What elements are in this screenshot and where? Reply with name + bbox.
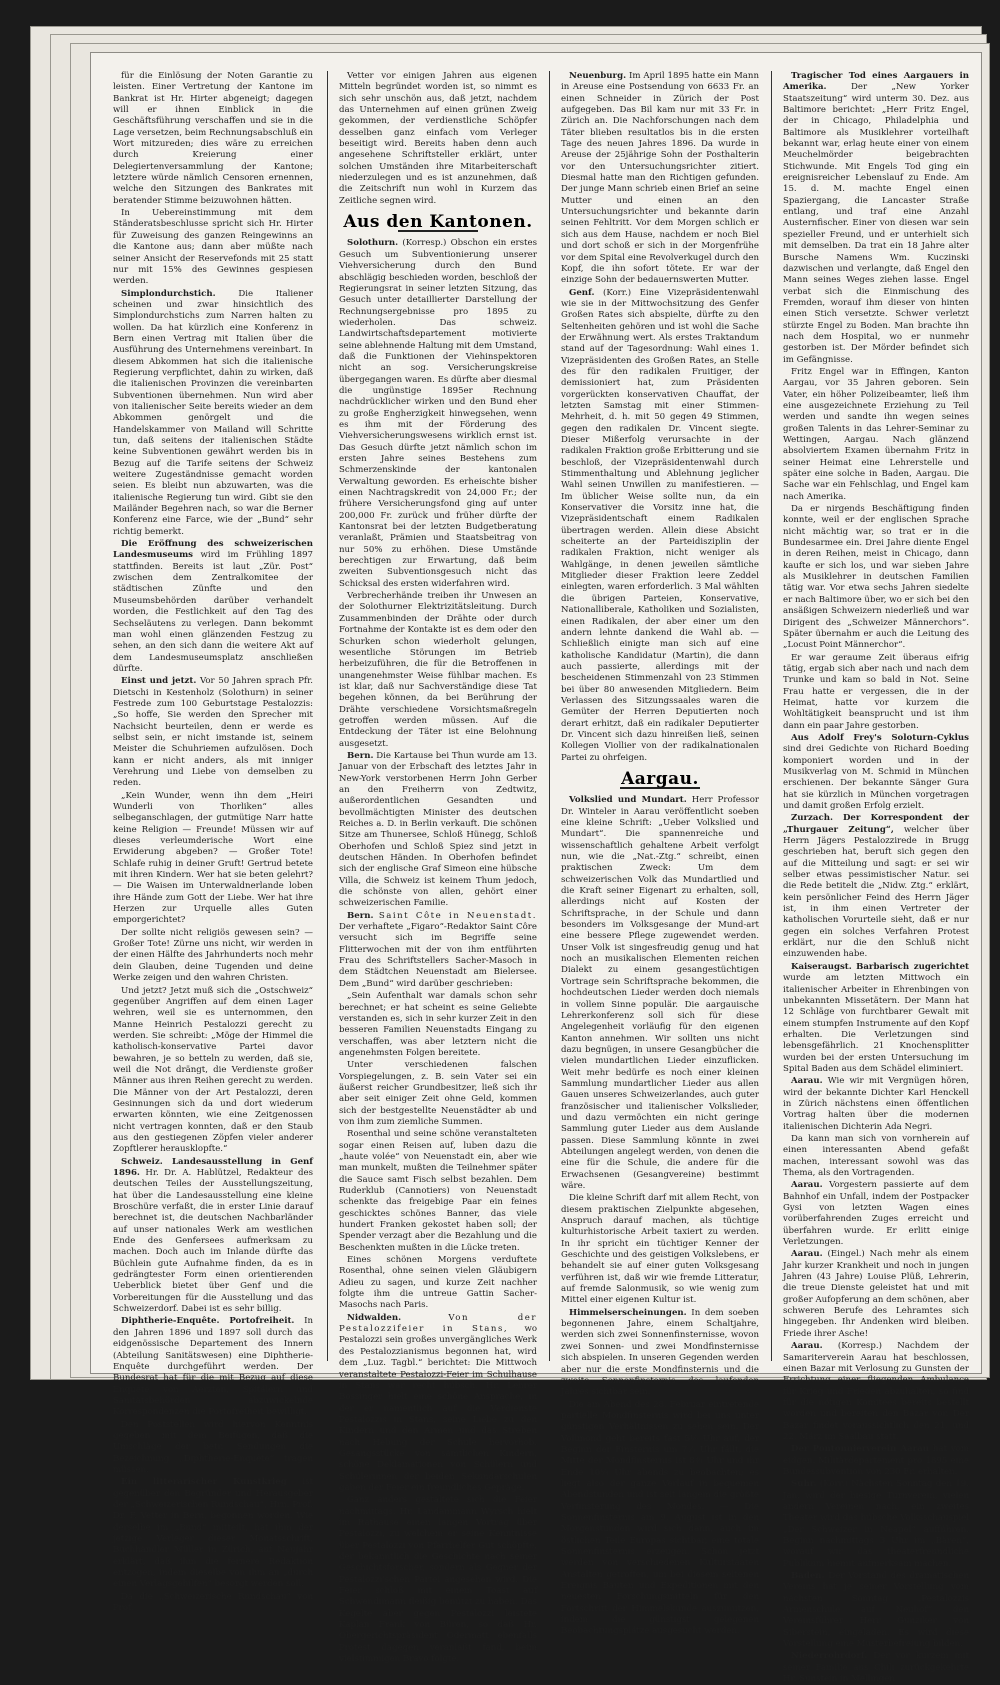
article-text: In den Jahren 1896 und 1897 soll durch das eidgenössische Departement des Innern (Abteilung Sanitätswesen) eine Diphtherie-Enquête durchgeführt werden. Der Bundesrat hat für die mit Bezug auf diese Enquête von Aerzten, Spitälern und Sanitätsbehörden abzuwickelnde Korrespondenzen die Portofreiheit bewilligt. — [113, 1316, 313, 1418]
article-heading: Der Pontonnierverein Aarau — [791, 1444, 929, 1455]
article-text: sind drei Gedichte von Richard Boeding komponiert worden und in der Musikverlag von M. Schmid in München erschienen. Der bekannte Sänger Gura hat sie kürzlich in München vorgetragen und damit großen Erfolg erzielt. — [783, 744, 969, 811]
article-text: „Sein Aufenthalt war damals schon sehr berechnet; er hat scheint es seine Geliebte verstanden es, sich in sehr kurzer Zeit in den besseren Familien Neuenstadts Eingang zu verschaffen, was aber letztern nicht die angenehmsten Folgen bereitete. — [339, 991, 537, 1058]
column-4 — [783, 71, 970, 1685]
column-divider — [771, 71, 772, 1361]
article-text: Vetter vor einigen Jahren aus eigenen Mitteln begründet worden ist, so nimmt es sich sehr unschön aus, daß jetzt, nachdem das Unternehmen auf einen grünen Zweig gekommen, der verdienstliche Schöpfer desselben ganz einfach vom Verleger beseitigt wird. Bereits haben denn auch angesehene Schriftsteller erklärt, unter solchen Umständen ihre Mitarbeiterschaft niederzulegen und es ist anzunehmen, daß die Zeitschrift nun wohl in Kurzem das Zeitliche segnen wird. — [339, 71, 537, 206]
article-paragraph — [339, 751, 537, 910]
article-paragraph — [783, 1444, 969, 1478]
column-divider — [549, 71, 550, 1361]
article-text: Verbrecherhände treiben ihr Unwesen an der Solothurner Elektrizitätsleitung. Durch Zusammenbinden der Drähte oder durch Fortnahme der Kontakte ist es dem oder den Schurken schon wiederholt gelungen, wesentliche Störungen im Betrieb herbeizuführen, die für die Betroffenen in unangenehmster Weise fühlbar machen. Es ist klar, daß nur Sachverständige diese Tat begehen können, da bei Berührung der Drähte verschiedene Vorsichtsmaßregeln getroffen werden müssen. Auf die Entdeckung der Täter ist eine Belohnung ausgesetzt. — [339, 591, 537, 749]
article-text: In Uebereinstimmung mit dem Ständeratsbeschlusse spricht sich Hr. Hirter für Zuweisung des ganzen Reingewinns an die Kantone aus; dann aber müßte nach seiner Ansicht der Reservefonds mit 25 statt nur mit 15% des Gewinnes gespiesen werden. — [113, 208, 313, 287]
article-text: welcher über Herrn Jägers Pestalozzirede in Brugg geschrieben hat, beruft sich gegen den auf die Mitteilung und sagt: er sei wir selber etwas pessimistischer Natur. sei die Rede betitelt die „Nidw. Ztg.“ erklärt, kein persönlicher Feind des Herrn Jäger ist, in ihm einen Vertreter der katholischen Vorurteile sieht, daß er nur gegen ein solches Verfahren Protest erklärt, nur die den Schluß nicht einzuwenden habe. — [783, 824, 969, 960]
article-text: (Eingel.) Nach mehr als einem Jahr kurzer Krankheit und noch in jungen Jahren (43 Jahre) Louise Plüß, Lehrerin, die treue Dienste geleistet hat und mit großer Aufopferung an dem schönen, aber schweren Berufe des Lehramtes sich hingegeben. Ihr Andenken wird bleiben. Friede ihrer Asche! — [783, 1249, 970, 1339]
article-heading: Solothurn. — [347, 238, 399, 249]
newspaper-page — [90, 52, 982, 1685]
article-heading: Aus Adolf Frey's Soloturn-Cyklus — [791, 732, 969, 743]
article-heading: Die Eröffnung des schweizerischen Landesmuseums — [113, 539, 313, 561]
article-heading: Aarau. — [791, 1341, 823, 1352]
article-text: (Korresp.) Nachdem der Samariterverein Aarau hat beschlossen, einen Bazar mit Verlosung zu Gunsten der Errichtung einer fliegenden Ambulance für Krieg und Frieden abzuhalten, so find für die nötigen Komitees bereits bestellt worden und bereiten den Bazar vor. Der Bazar findet voraussichtlich den 21. und 22. März im Saalbau statt. — [783, 1341, 969, 1442]
article-heading: Tragischer Tod eines Aargauers in Amerika. — [783, 71, 969, 93]
article-text: Vor 50 Jahren sprach Pfr. Dietschi in Kestenholz (Solothurn) in seiner Festrede zum 100 Geburtstage Pestalozzis: „So hoffe, Sie werden den Sprecher mit Nachsicht beurteilen, denn er werde es selbst sein, er nicht imstande ist, seinem Meister die Schuhriemen aufzulösen. Doch kann er nicht anders, als mit inniger Verehrung und Liebe von demselben zu reden. — [113, 676, 314, 789]
article-heading: Bern. — [347, 910, 374, 921]
article-text: Die Kartause bei Thun wurde am 13. Januar von der Erbschaft des letztes Jahr in New-York verstorbenen Herrn John Gerber an den Freiherrn von Zedtwitz, außerordentlichen Gesandten und bevollmächtigten Minister des deutschen Reiches a. D. in Berlin verkauft. Die schönen Sitze am Thunersee, Schloß Hünegg, Schloß Oberhofen und Schloß Spiez sind jetzt in deutschen Händen. In Oberhofen befindet sich der englische Graf Simeon eine hübsche Villa, die Schweiz ist keinem Thum jedoch, die schönste von allen, gehört einer schweizerischen Familie. — [339, 750, 537, 909]
article-text: Die am Abend des 28. Februar eintretende partielle Mondfinsternis wird bei uns unter günstigen Verhältnissen zu sehen sein. Der Vollmond geht bereits fast 5½ Uhr auf, der Beginn der Finsternis um 7¼ Uhr fällt, die Mitte der Mondfinsternis ist 8¾ Uhr und ihr Ende 10¼ Uhr abends zu beobachten; es liegt also der ganze Verlauf in bequemen Abendstunden und ist seit langem die größte Verfinsterung des Mondes. — Die Sonnenfinsternis am 9. August ist in den Morgenstunden wird sich dann, auch im östlichen Teile Europas sichtbar, eine totale Sonnenfinsternis erzeugen. Schon jetzt werden von verschiedenen Kulturstaaten Anstalten getroffen, um bei diesem seltenen Ereignis Bauten und Expeditionen mit den neuesten Forschungsmitteln für den Fortschritt der Himmelskunde auszunutzen, indem die günstigst gelegenen Beobachtungsplätze ausgesucht werden. — [561, 1399, 759, 1637]
article-text: Und jetzt? Jetzt muß sich die „Ostschweiz“ gegenüber Angriffen auf dem einen Lager wehren, weil sie es unternommen, den Manne Heinrich Pestalozzi gerecht zu werden. Sie schreibt: „Möge der Himmel die katholisch-konservative Partei davor bewahren, je so betteln zu werden, daß sie, weil die Not drängt, die Verdienste großer Männer aus ihren Reihen gerecht zu werden. Die Männer von der Art Pestalozzi, deren Gesinnungen sich da und dort wiederum erwarten könnten, wie eine Zeitgenossen nicht vertragen konnten, daß er den Staub aus den gestiegenen Zöpfen vieler anderer Zopftlerer herausklopfte.“ — [113, 985, 313, 1155]
article-heading: Baden. — [791, 1571, 825, 1582]
article-byline: (Korresp.) — [402, 238, 447, 249]
article-heading: Suhr. — [791, 1479, 817, 1490]
article-heading: Volkslied und Mundart. — [569, 795, 687, 806]
article-paragraph — [113, 1477, 313, 1590]
article-heading: Einst und jetzt. — [121, 676, 197, 687]
article-heading: Niederrohrdorf. — [791, 1651, 868, 1662]
article-text: Er war geraume Zeit überaus eifrig tätig, ergab sich aber nach und nach dem Trunke und kam so bald in Not. Seine Frau hatte er vergessen, die in der Heimat, hatte vor kurzem die Wohltätigkeit beansprucht und ist ihm dann ein paar Jahre gestorben. — [783, 652, 969, 731]
section-title: Aus den Kantonen. — [343, 212, 533, 233]
article-paragraph — [783, 962, 969, 1075]
article-paragraph — [783, 71, 969, 366]
article-paragraph — [561, 1308, 759, 1399]
article-text: (Korr.) Eine Vizepräsidentenwahl wie sie in der Mittwochsitzung des Genfer Großen Rates sich abspielte, dürfte zu den Seltenheiten gehören und ist wohl die Sache der Erwähnung wert. Als erstes Traktandum stand auf der Tagesordnung: Wahl eines 1. Vizepräsidenten des Großen Rates, an Stelle des für den radikalen Fruitiger, der demissioniert hat, zum Präsidenten vorgerückten konservativen Chauffat, der letzten Samstag mit einer Stimmen-Mehrheit, d. h. mit 50 gegen 49 Stimmen, gegen den radikalen Dr. Vincent siegte. Dieser Mißerfolg verursachte in der radikalen Fraktion große Erbitterung und sie beschloß, der Vizepräsidentenwahl durch Stimmenthaltung und Ablehnung jeglicher Wahl seinen Unwillen zu manifestieren. — Im üblicher Weise sollte nun, da ein Konservativer die Vorsitz inne hat, die Vizepräsidentschaft einem Radikalen übertragen werden. Allein diese Absicht scheiterte an der Parteidisziplin der radikalen Fraktion, nicht weniger als Wahlgänge, in denen jeweilen sämtliche Mitglieder dieser Fraktion leere Zeddel einlegten, waren erforderlich. 3 Mal wählten die übrigen Parteien, Konservative, Nationalliberale, Katholiken und Sozialisten, einen Radikalen, der aber einer um den andern lehnte dankend die Wahl ab. — Schließlich einigte man sich auf eine katholische Kandidatur (Martin), die dann auch passierte, allerdings mit der bescheidenen Stimmenzahl von 23 Stimmen bei über 80 anwesenden Mitgliedern. Beim Verlassen des Sitzungssaales waren die Gemüter der Herren Deputierten noch derart erhitzt, daß ein radikaler Deputierter Dr. Vincent sich dazu hinreißen ließ, seinen Kollegen Viollier von der radikalnationalen Partei zu ohrfeigen. — [561, 287, 759, 763]
article-paragraph — [783, 1341, 969, 1443]
article-paragraph — [339, 1313, 537, 1495]
article-heading: Kaiseraugst. — [791, 961, 852, 972]
article-text: für die Einlösung der Noten Garantie zu leisten. Einer Vertretung der Kantone im Bankrat ist Hr. Hirter abgeneigt; dagegen will er ihnen Einblick in die Geschäftsführung verschaffen und sie in die Lage versetzen, beim Rechnungsabschluß ein Wort mitzureden; dies wäre zu erreichen durch Kreierung einer Delegiertenversammlung der Kantone; letztere würde nämlich Censoren ernennen, welche den Sitzungen des Bankrates mit beratender Stimme beizuwohnen hätten. — [113, 71, 313, 206]
article-paragraph — [783, 1651, 969, 1685]
column-1 — [113, 71, 314, 1614]
article-text: Obschon ein erstes Gesuch um Subventionierung unserer Viehversicherung durch den Bund abschlägig beschieden worden, beschloß der Regierungsrat in seiner letzten Sitzung, das Gesuch unter detaillierter Darstellung der Rechnungsergebnisse pro 1895 zu wiederholen. Das schweiz. Landwirtschaftsdepartement motivierte seine ablehnende Haltung mit dem Umstand, daß die Funktionen der Viehinspektoren nicht an sog. Versicherungskreise übergegangen waren. Es dürfte aber diesmal die ungünstige 1895er Rechnung nachdrücklicher wirken und den Bund eher zu große Engherzigkeit hinwegsehen, wenn es ihm mit der Förderung des Viehversicherungswesens wirklich ernst ist. Das Gesuch dürfte jetzt nämlich schon im ersten Jahre seines Bestehens zum Schmerzenskinde der kantonalen Verwaltung geworden. Es erheischte bisher einen Nachtragskredit von 24,000 Fr.; der frühere Versicherungsfond ging auf unter 200,000 Fr. zurück und früher dürfte der Kantonsrat bei der letzten Budgetberatung veranlaßt, Prämien und Staatsbeitrag von nur 50% zu erhöhen. Diese Umstände berechtigen zur Erwartung, daß beim zweiten Subventionsgesuch nicht das Schicksal des ersten widerfahren wird. — [339, 238, 537, 589]
article-text: Hr. Dr. A. Hablützel, Redakteur des deutschen Teiles der Ausstellungszeitung, hat über die Landesausstellung eine kleine Broschüre verfaßt, die in erster Linie darauf berechnet ist, die deutschen Nachbarländer auf unser nationales Werk am westlichen Ende des Genfersees aufmerksam zu machen. Doch auch im Inlande dürfte das Büchlein gute Aufnahme finden, da es in gedrängtester Form einen orientierenden Ueberblick bietet über Genf und die Vorbereitungen für die Ausstellung und das Schweizerdorf. Dabei ist es sehr billig. — [113, 1168, 313, 1315]
article-text: In dem soeben begonnenen Jahre, einem Schaltjahre, werden sich zwei Sonnenfinsternisse, wovon zwei Sonnen- und zwei Mondfinsternisse sich abspielen. In unseren Gegenden werden aber nur die erste Mondfinsternis und die zweite Sonnenfinsternis des laufenden Jahres sichtbar sein. — [561, 1307, 760, 1398]
article-text: Wie wir mit Vergnügen hören, wird der bekannte Dichter Karl Henckell in Zürich nächstens einen öffentlichen Vortrag halten über die modernen italienischen Dichterin Ada Negri. — [783, 1076, 970, 1132]
article-paragraph — [783, 733, 969, 812]
article-text: Die Italiener scheinen und zwar hinsichtlich des Simplondurchstichs zum Narren halten zu wollen. Da hat kürzlich eine Konferenz in Bern einen Vertrag mit Italien über die Ausführung des Unternehmens vereinbart. In diesem Abkommen hat sich die italienische Regierung verpflichtet, dahin zu wirken, daß die italienischen Provinzen die vereinbarten Subventionen übernehmen. Nun wird aber von italienischer Seite bereits wieder an dem Abkommen genörgelt und die Handelskammer von Mailand will Schritte tun, daß seitens der italienischen Städte keine Subventionen gewährt werden bis in Bezug auf die Tarife seitens der Schweiz weitere Zugeständnisse gemacht worden seien. Es bleibt nun abzuwarten, was die italienische Regierung tun wird. Gibt sie den Mailänder Begehren nach, so war die Berner Konferenz eine Farce, wie der „Bund“ sehr richtig bemerkt. — [113, 288, 313, 537]
article-text: Rosenthal und seine schöne veranstalteten sogar einen Reisen auf, luben dazu die „haute volée“ von Neuenstadt ein, aber wie man munkelt, mußten die Teilnehmer später die Sauce samt Fisch selbst bezahlen. Dem Ruderklub (Cannotiers) von Neuenstadt schenkte das freigebige Paar ein feines geschicktes schönes Banner, das viele hundert Franken gekostet haben soll; der Spender verzagt aber die Bezahlung und die Beschenkten mußten in die Lücke treten. — [339, 1129, 537, 1253]
article-text: Da er nirgends Beschäftigung finden konnte, weil er der englischen Sprache nicht mächtig war, so trat er in die Bundesarmee ein. Drei Jahre diente Engel in deren Reihen, meist in Chicago, dann kaufte er sich los, und war sieben Jahre als Musiklehrer in deutschen Familien tätig war. Vor etwa sechs Jahren siedelte er nach Baltimore über, wo er sich bei den ansäßigen Schweizern niederließ und war Dirigent des „Schweizer Männerchors“. Später übernahm er auch die Leitung des „Locust Point Männerchor“. — [783, 504, 969, 651]
article-paragraph — [339, 911, 537, 990]
article-text: Fritz Engel war in Effingen, Kanton Aargau, vor 35 Jahren geboren. Sein Vater, ein höher Polizeibeamter, ließ ihm eine ausgezeichnete Erziehung zu Teil werden und sandte ihn wegen seines großen Talents in das Lehrer-Seminar zu Wettingen, Aargau. Nach glänzend absolviertem Examen übernahm Fritz in seiner Heimat eine Lehrerstelle und später eine solche in Baden, Aargau. Die Sache war ein Fehlschlag, und Engel kam nach Amerika. — [783, 366, 969, 502]
article-text: Ganz anders gestaltete sich die Feier nachmittags. Hr. Landammann Wyrsch hielt im Rathause einen langen Vortrag über Pestalozzi, zu welchem er seine Kenntnisse über Pestalozzi von Pfarrhelfer Gut schöpfte, der bekanntlich die Geschichte nach seiner Geschichtsforscher, sondern als Gegner der Pestalozzi'schen Partei angesehen wird. Die Feier schloß mit einem Toast auf Schwendimann fleißig benützt zu haben. Das Kegelte aber gegen Pestalozzi leistete Kaplan Frank von Büren, so daß Hr. Obergerichtspräsident Odermatt ebenfalls Protest dagegen veranlaßt fand, beim vielstimmigen Bravo folgte. — [339, 1495, 537, 1665]
article-paragraph — [113, 539, 313, 675]
article-heading: Bern. — [347, 750, 374, 761]
article-paragraph — [783, 1479, 969, 1570]
article-heading: Aarau. — [791, 1076, 823, 1087]
article-heading: Diphtherie-Enquête. Portofreiheit. — [121, 1316, 295, 1327]
article-text: Die kleine Schrift darf mit allem Recht, von diesem praktischen Zielpunkte abgesehen, Anspruch darauf machen, als tüchtige kulturhistorische Arbeit taxiert zu werden. In ihr spricht ein tüchtiger Kenner der Geschichte und des geistigen Volkslebens, er behandelt sie auf einer guten Volksgesang verführen ist, daß wir wie fremde Litteratur, auf fremde Salonmusik, so wie wenig zum Mittel einer eigenen Kultur ist. — [561, 1193, 759, 1306]
article-paragraph — [783, 1571, 969, 1650]
article-paragraph — [561, 795, 759, 1192]
article-text: Der Vorstand des dramatischen Vereins hat je seiner Vorstellung vom nächsten Sonntag „Pestalozzis Armenschule auf Neuhof“ den Vereinsführer Herr Gunziker von Siberstein, eingeladen. Es wird diese Vorstellung eine Musterbefreiung bilden. — [783, 1571, 969, 1650]
article-subheading: Barbarisch zugerichtet — [856, 961, 970, 972]
article-paragraph — [783, 813, 969, 960]
article-paragraph — [339, 238, 537, 590]
article-subheading: Von der Pestalozzifeier in Stans, — [339, 1312, 537, 1335]
article-text: ist gegenüber den Begründer und Herausgeber der „Schweizerischen Rundschau“, Hrn. Prof. Dr. F. Vetter in Bern, begonnen worden. Wie derselbe im „Bund“ mitteilt, hat ihm der jetzige Verleger dieser Monatsschrift, Buchhändler Müller in Zürich, auf Neujahr erklärt, daß ihm die fernere Redaktion entzogen, indem dieselbe von ihm an „durch einen Verlagsgehilfen“ besorgt werden soll. — [113, 1477, 314, 1590]
article-heading: Nidwalden. — [347, 1312, 402, 1323]
article-paragraph — [113, 676, 313, 789]
column-3 — [561, 71, 760, 1637]
article-text: wurde am letzten Mittwoch ein italienischer Arbeiter in Ehrenbingen von unbekannten Missetätern. Der Mann hat 12 Schläge von furchtbarer Gewalt mit einem stumpfen Instrumente auf den Kopf erhalten. Die Verletzungen sind lebensgefährlich. 21 Knochensplitter wurden bei der ersten Untersuchung im Spital Baden aus dem Schädel eliminiert. — [783, 973, 969, 1074]
section-title: Aargau. — [621, 768, 699, 789]
article-text: Der „New Yorker Staatszeitung“ wird unterm 30. Dez. aus Baltimore berichtet: „Herr Fritz Engel, der in Chicago, Philadelphia und Baltimore als Musiklehrer vorteilhaft bekannt war, erlag heute einer von einem Meuchelmörder beigebrachten Stichwunde. Mit Engels Tod ging ein ereignisreicher Lebenslauf zu Ende. Am 15. d. M. machte Engel einen Spaziergang, die Lancaster Straße entlang, und traf eine Anzahl Austernfischer. Einer von diesen war sein spezieller Freund, und er unterhielt sich mit demselben. Da trat ein 18 Jahre alter Bursche Namens Wm. Kuczinski dazwischen und verlangte, daß Engel den Mann seines Weges ziehen lasse. Engel verbat sich die Einmischung des Fremden, worauf ihm dieser von hinten einen Stich versetzte. Schwer verletzt stürzte Engel zu Boden. Man brachte ihn nach dem Hospital, wo er nunmehr gestorben ist. Der Mörder befindet sich im Gefängnisse. — [783, 82, 969, 365]
column-2 — [339, 71, 538, 1665]
article-text: hat vom eidgen. Militärdepartement pro 1895 eine Bundessubvention von 230 Fr. erhalten. — [783, 1444, 970, 1477]
article-paragraph — [783, 1076, 969, 1133]
article-text: Da kann man sich von vornherein auf einen interessanten Abend gefaßt machen, interessant sowohl was das Thema, als den Vortragenden. — [783, 1133, 969, 1178]
article-text: wo Pestalozzi sein großes unvergängliches Werk des Pestalozzianismus begonnen hat, wird dem „Luz. Tagbl.“ berichtet: Die Mittwoch veranstaltete Pestalozzi-Feier im Schulhause in Stans war recht hübsch. Hr. Lehrer Bossinger hielt eine schöne Ansprache, in der er namentlich auf die Verdienste Pestalozzis in Stans, seine Liebe zu den Kindern und den Armen und das Streben nach Hebung der Schule hervorhob. Gesangsstücke von sämtlichen Kindern, schöne Deklamationen von Schülern und Schülerinnen der beiden Sekundarschulen gaben der Feier ein freundliches Gepräge. — [339, 1324, 538, 1493]
article-text: Unter verschiedenen falschen Vorspiegelungen, z. B. sein Vater sei ein äußerst reicher Grundbesitzer, ließ sich ihr aber seit einiger Zeit ohne Geld, kommen sich der bestgestellte Neuenstädter ab und von ihm zum ziemliche Summen. — [339, 1060, 537, 1127]
article-heading: Neuenburg. — [569, 71, 627, 81]
article-heading: Simplondurchstich. — [121, 288, 216, 299]
article-paragraph — [113, 1157, 313, 1316]
article-paragraph — [783, 1249, 969, 1340]
article-subheading: Der Korrespondent der „Thurgauer Zeitung“, — [783, 813, 969, 835]
article-paragraph — [113, 289, 313, 539]
article-text: Den Poststellen wird hiervon Kenntnis gegeben mit dem Beifügen, daß die Umschläge der betr. Sendungen die Bezeichnung „Diphtherie-Enquête“ tragen müssen. — [113, 1419, 313, 1475]
article-subheading: Saint Côte in Neuenstadt. — [378, 910, 537, 921]
article-text: wird im Frühling 1897 stattfinden. Bereits ist laut „Zür. Post“ zwischen dem Zentralkomitee der städtischen Zünfte und den Museumsbehörden darüber verhandelt worden, die Festlichkeit auf den Tag des Sechseläutens zu verlegen. Dann bekommt man wohl einen glänzenden Festzug zu sehen, an den sich dann die weitere Akt auf dem Landesmuseumsplatz anschließen dürfte. — [113, 550, 313, 674]
article-heading: Zurzach. — [791, 813, 833, 824]
article-text: Eines schönen Morgens verduftete Rosenthal, ohne seinen vielen Gläubigern Adieu zu sagen, und kurze Zeit nachher folgte ihm die untreue Gattin Sacher-Masochs nach Paris. — [339, 1255, 537, 1311]
article-text: Vorgestern passierte auf dem Bahnhof ein Unfall, indem der Postpacker Gysi von letzten Wagen eines vorüberfahrenden Zuges erreicht und überfahren wurde. Er erlitt einige Verletzungen. — [783, 1180, 969, 1248]
article-heading: Aarau. — [791, 1249, 823, 1260]
article-text: Da die „Schweizerische Rundschau“ von Prof. — [113, 1591, 313, 1614]
article-text: Herr Professor Dr. Winteler in Aarau veröffentlicht soeben eine kleine Schrift: „Ueber Volkslied und Mundart“. Die spannenreiche und wissenschaftlich gehaltene Arbeit verfolgt nun, wie die „Nat.-Ztg.“ schreibt, einen praktischen Zweck: Um dem schweizerischen Volk das Mundartlied und die Kraft seiner Eigenart zu erhalten, soll, allerdings nicht auf Kosten der Schriftsprache, in der Schule und dann besonders im Volksgesange der Mund-art eine bessere Pflege zugewendet werden. Unser Volk ist singesfreudig genug und hat noch an musikalischen Elementen reichen Dialekt zu einem gesangestüchtigen Vortrage sein Schriftsprache bekommen, die hochdeutschen Lieder werden doch niemals in vollem Sinne populär. Die aargauische Lehrerkonferenz soll sich für diese Angelegenheit vorläufig für den eigenen Kanton annehmen. Wir sollten uns nicht dazu begnügen, in unsere Gesangbücher die vielen mundartlichen Lieder einzuflicken. Weit mehr bedürfe es noch einer kleinen Sammlung mundartlicher Lieder aus allen Gauen unseres Schweizerlandes, auch guter französischer und italienischer Volkslieder, und dazu vermöchten ein nicht geringe Sammlung guter Lieder aus dem Auslande passen. Diese Sammlung könnte in zwei Abteilungen angelegt werden, von denen die eine für die Schule, die andere für die Erwachsenen (Gesangvereine) bestimmt wäre. — [561, 795, 759, 1191]
article-heading: Ein litterarischer Kunstkrieg — [121, 1477, 287, 1488]
article-text: Der sollte nicht religiös gewesen sein? — Großer Tote! Zürne uns nicht, wir werden in der einen Hälfte des Jahrhunderts noch mehr dein Glauben, deine Tugenden und deine Werke zeigen und den wahren Christen. — [113, 927, 313, 984]
article-heading: Aarau. — [791, 1180, 823, 1191]
article-heading: Genf. — [569, 287, 595, 298]
article-text: Der vor kurzem mit seiner Familie aus Chili zurückgekehrte Hr. Sunstein in Mellingen — [783, 1651, 969, 1685]
article-text: (Korr.) Nächsten Sonntag den 19. Jan. wird der hiesige Turnverein, vielen andern Vereinen nach, ein zweites Theater wird das hübsche Volksschauspiel „Der Schweizer in Neapel“ aufführen. Beginn nachmittags 3 Uhr im „Bären“, worauf wir das theaterfreundliche Publikum hiemit aufmerksam machen. — [783, 1479, 969, 1569]
article-paragraph — [561, 288, 759, 764]
column-divider — [327, 71, 328, 1361]
article-heading: Schweiz. Landesausstellung in Genf 1896. — [113, 1156, 313, 1178]
article-text: Der verhaftete „Figaro“-Redaktor Saint Côre versucht sich im Begriffe seine Flitterwochen mit der von ihm entführten Frau des Schriftstellers Sacher-Masoch in dem Städtchen Neuenstadt am Bielersee. Dem „Bund“ wird darüber geschrieben: — [339, 922, 537, 989]
article-paragraph — [561, 71, 759, 287]
article-text: Im April 1895 hatte ein Mann in Areuse eine Postsendung von 6633 Fr. an einen Schneider in Zürich der Post aufgegeben. Das Bil kam nur mit 33 Fr. in Zürich an. Die Nachforschungen nach dem Täter blieben resultatlos bis in die ersten Tage des neuen Jahres 1896. Da wurde in Areuse der 25jährige Sohn der Posthalterin vor den Untersuchungsrichter zitiert. Diesmal hatte man den Richtigen gefunden. Der junge Mann schrieb einen Brief an seine Mutter und einen an den Untersuchungsrichter und bekannte darin seinen Fehltritt. Vor dem Morgen schlich er sich aus dem Hause, nachdem er noch Biel und dort schoß er sich in der Morgenfrühe vor dem Spital eine Revolverkugel durch den Kopf, die ihn sofort tötete. Er war der einzige Sohn der bedauernswerten Mutter. — [561, 71, 760, 286]
article-heading: Himmelserscheinungen. — [569, 1307, 687, 1318]
article-paragraph — [113, 1316, 313, 1418]
article-text: „Kein Wunder, wenn ihn dem „Heiri Wunderli von Thorliken“ alles selbeganschlagen, der gutmütige Narr hatte keine Religion — Freunde! Müssen wir auf dieses verleumderische Wort eine Erwiderung abgeben? — Großer Tote! Schlafe ruhig in deiner Gruft! Gertrud betete mit ihren Kindern. Wer hat sie beten gelehrt? — Die Waisen im Unterwaldnerlande loben ihre Hände zum Gott der Liebe. Wer hat ihre Herzen zur Urquelle alles Guten emporgerichtet? — [113, 790, 313, 926]
article-paragraph — [783, 1180, 969, 1248]
